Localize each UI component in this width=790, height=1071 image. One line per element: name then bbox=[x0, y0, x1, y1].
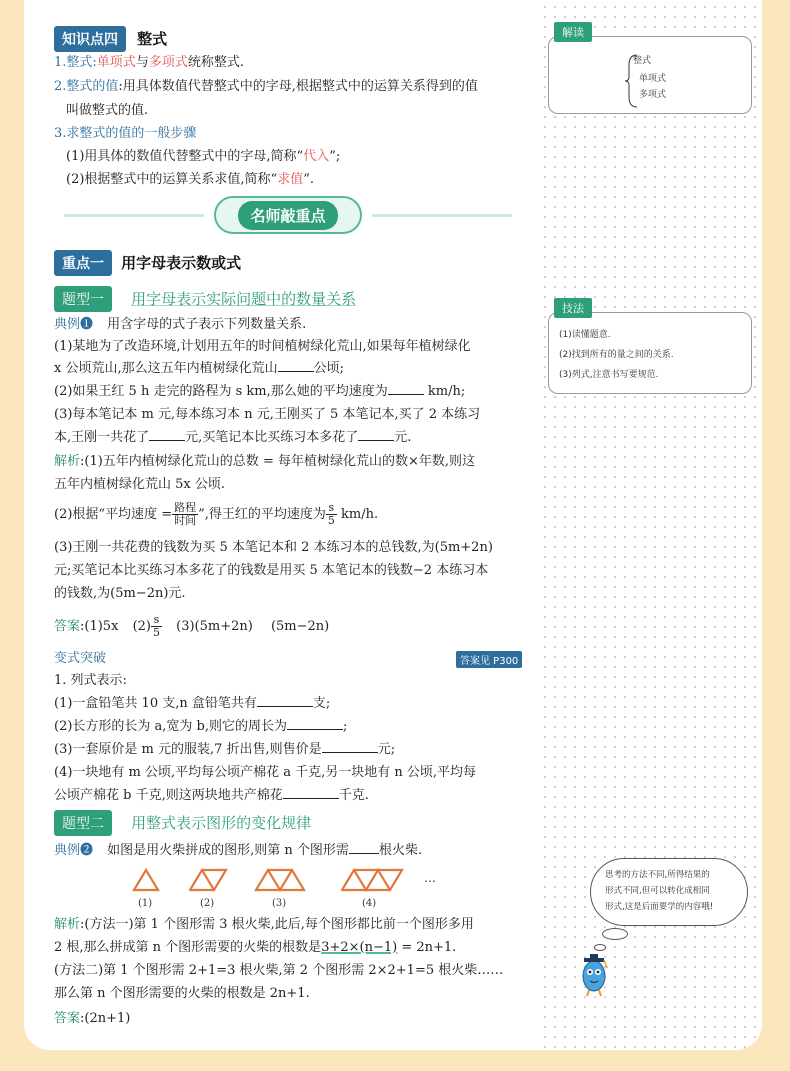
q-text: (2)长方形的长为 a,宽为 b,则它的周长为 bbox=[54, 719, 288, 734]
q-tail: 元; bbox=[377, 742, 396, 757]
q-text: (2)如果王红 5 h 走完的路程为 s km,那么她的平均速度为 bbox=[54, 384, 388, 399]
figure-label-4: (4) bbox=[362, 898, 377, 909]
example-tail: 根火柴. bbox=[378, 843, 423, 858]
frac-num: 路程 bbox=[174, 501, 197, 514]
solution-2b bbox=[54, 937, 456, 959]
solution-label: 解析 bbox=[54, 454, 81, 469]
figure-2 bbox=[190, 870, 226, 890]
example-text: 如图是用火柴拼成的图形,则第 n 个图形需 bbox=[107, 843, 349, 858]
q-tail: 千克. bbox=[338, 788, 369, 803]
formula-highlight: 3+2×(n−1) bbox=[321, 940, 398, 955]
side-notes bbox=[536, 0, 762, 1050]
answer-part: (5m−2n) bbox=[270, 619, 330, 634]
answer-1 bbox=[54, 612, 329, 642]
fraction-speed bbox=[172, 502, 198, 527]
mascot-icon bbox=[576, 948, 616, 998]
jifa-tag: 技法 bbox=[554, 298, 592, 318]
example-2 bbox=[54, 840, 422, 862]
type-tag: 题型一 bbox=[54, 286, 112, 312]
frac-den: 5 bbox=[152, 626, 160, 639]
conj: 与 bbox=[135, 55, 149, 70]
blank bbox=[388, 381, 424, 395]
variant-2 bbox=[54, 716, 347, 738]
solution-2 bbox=[54, 500, 378, 530]
solution-tail: = 2n+1. bbox=[401, 940, 457, 955]
example-text: 用含字母的式子表示下列数量关系. bbox=[107, 317, 307, 332]
def-line-2-cont: 叫做整式的值. bbox=[66, 103, 149, 118]
blank bbox=[283, 785, 339, 799]
solution-text: :(1)五年内植树绿化荒山的总数 = 每年植树绿化荒山的数×年数,则这 bbox=[80, 454, 475, 469]
thought-bubble bbox=[590, 858, 748, 926]
frac-num: s bbox=[326, 502, 337, 515]
variant-head: 1. 列式表示: bbox=[54, 673, 127, 688]
blank bbox=[287, 716, 343, 730]
blank bbox=[257, 693, 313, 707]
focus-header bbox=[54, 250, 241, 276]
term-polynomial: 多项式 bbox=[148, 55, 188, 70]
q-tail: 元. bbox=[394, 430, 412, 445]
figure-label-1: (1) bbox=[138, 898, 153, 909]
q-text: (3)一套原价是 m 元的服装,7 折出售,则售价是 bbox=[54, 742, 322, 757]
step-tail: ”. bbox=[303, 172, 314, 187]
variant-4b bbox=[54, 785, 369, 807]
solution-text: ”,得王红的平均速度为 bbox=[198, 507, 326, 522]
solution-label: 解析 bbox=[54, 917, 81, 932]
blank bbox=[322, 739, 378, 753]
section-tag: 知识点四 bbox=[54, 26, 126, 52]
def-line-2 bbox=[54, 76, 478, 98]
answer-label: 答案 bbox=[54, 1011, 81, 1026]
example-label: 典例❶ bbox=[54, 317, 94, 332]
step-keyword: 代入 bbox=[303, 149, 330, 164]
step-2 bbox=[66, 169, 314, 191]
matchstick-figures bbox=[124, 862, 484, 910]
jiedu-item: 多项式 bbox=[639, 90, 667, 100]
question-3b bbox=[54, 427, 411, 449]
fraction-answer bbox=[151, 614, 162, 639]
variant-4a: (4)一块地有 m 公顷,平均每公顷产棉花 a 千克,另一块地有 n 公顷,平均每 bbox=[54, 765, 477, 780]
step-text: (2)根据整式中的运算关系求值,简称“ bbox=[66, 172, 278, 187]
answer-ref-badge[interactable]: 答案见 P300 bbox=[456, 651, 522, 668]
step-tail: ”; bbox=[329, 149, 341, 164]
figure-3 bbox=[256, 870, 304, 890]
def-label: 1.整式: bbox=[54, 55, 97, 70]
def-line-1 bbox=[54, 52, 244, 74]
key-points-banner bbox=[214, 196, 362, 234]
step-1 bbox=[66, 146, 340, 168]
jiedu-item: 单项式 bbox=[639, 74, 667, 84]
question-2 bbox=[54, 381, 465, 403]
q-text: x 公顷荒山,那么这五年内植树绿化荒山 bbox=[54, 361, 278, 376]
jiedu-box bbox=[548, 36, 752, 114]
answer-part: :(1)5x bbox=[80, 619, 119, 634]
term-monomial: 单项式 bbox=[96, 55, 136, 70]
answer-label: 答案 bbox=[54, 619, 81, 634]
banner-line-left bbox=[64, 214, 204, 217]
q-tail: 公顷; bbox=[313, 361, 344, 376]
q-text: 元,买笔记本比买练习本多花了 bbox=[185, 430, 359, 445]
type-title: 用整式表示图形的变化规律 bbox=[131, 814, 312, 832]
banner-text: 名师敲重点 bbox=[238, 201, 337, 230]
def-label: 2.整式的值 bbox=[54, 79, 119, 94]
frac-den: 5 bbox=[327, 514, 335, 527]
step-keyword: 求值 bbox=[277, 172, 304, 187]
solution-2d: 那么第 n 个图形需要的火柴的根数是 2n+1. bbox=[54, 986, 310, 1001]
blank bbox=[278, 358, 314, 372]
solution-3b: 元;买笔记本比买练习本多花了的钱数是用买 5 本笔记本的钱数−2 本练习本 bbox=[54, 563, 489, 578]
answer-value: :(2n+1) bbox=[80, 1011, 131, 1026]
page bbox=[24, 0, 762, 1050]
example-label: 典例❷ bbox=[54, 843, 94, 858]
jifa-item: (2)找到所有的量之间的关系. bbox=[559, 350, 674, 360]
section-title: 整式 bbox=[137, 30, 168, 48]
blank bbox=[349, 840, 379, 854]
q-text: (1)一盒铅笔共 10 支,n 盒铅笔共有 bbox=[54, 696, 257, 711]
example-1-intro bbox=[54, 314, 306, 336]
answer-2 bbox=[54, 1008, 130, 1030]
thought-dot-large bbox=[602, 928, 628, 940]
solution-text: (2)根据“平均速度 = bbox=[54, 507, 173, 522]
thought-text: 思考的方法不同,所得结果的 bbox=[605, 870, 710, 880]
frac-den: 时间 bbox=[174, 514, 197, 527]
type-header-1 bbox=[54, 286, 356, 312]
blank bbox=[358, 427, 394, 441]
figure-label-3: (3) bbox=[272, 898, 287, 909]
frac-num: s bbox=[151, 614, 162, 627]
variant-title: 变式突破 bbox=[54, 651, 107, 666]
q-text: 本,王刚一共花了 bbox=[54, 430, 150, 445]
figures-ellipsis: … bbox=[424, 871, 436, 885]
def-tail: 统称整式. bbox=[187, 55, 244, 70]
jifa-item: (3)列式,注意书写要规范. bbox=[559, 370, 659, 380]
question-3a: (3)每本笔记本 m 元,每本练习本 n 元,王刚买了 5 本笔记本,买了 2 本练习 bbox=[54, 407, 481, 422]
thought-text: 形式,这是后面要学的内容哦! bbox=[605, 902, 714, 912]
solution-2a bbox=[54, 914, 474, 936]
figure-1 bbox=[134, 870, 158, 890]
question-1a: (1)某地为了改造环境,计划用五年的时间植树绿化荒山,如果每年植树绿化 bbox=[54, 339, 471, 354]
variant-1 bbox=[54, 693, 330, 715]
answer-part: (2) bbox=[132, 619, 151, 634]
jifa-box bbox=[548, 312, 752, 394]
solution-3a: (3)王刚一共花费的钱数为买 5 本笔记本和 2 本练习本的总钱数,为(5m+2n) bbox=[54, 540, 493, 555]
steps-heading: 3.求整式的值的一般步骤 bbox=[54, 126, 197, 141]
q-tail: 支; bbox=[312, 696, 331, 711]
focus-title: 用字母表示数或式 bbox=[121, 254, 242, 272]
solution-2c: (方法二)第 1 个图形需 2+1=3 根火柴,第 2 个图形需 2×2+1=5 根火柴…… bbox=[54, 963, 504, 978]
figure-4 bbox=[342, 870, 402, 890]
type-title: 用字母表示实际问题中的数量关系 bbox=[131, 290, 357, 308]
q-text: 公顷产棉花 b 千克,则这两块地共产棉花 bbox=[54, 788, 283, 803]
def-text: :用具体数值代替整式中的字母,根据整式中的运算关系得到的值 bbox=[118, 79, 478, 94]
solution-1b: 五年内植树绿化荒山 5x 公顷. bbox=[54, 477, 225, 492]
solution-3c: 的钱数,为(5m−2n)元. bbox=[54, 586, 186, 601]
q-tail: km/h; bbox=[427, 384, 466, 399]
figure-label-2: (2) bbox=[200, 898, 215, 909]
solution-1a bbox=[54, 451, 475, 473]
thought-text: 形式不同,但可以转化成相同 bbox=[605, 886, 710, 896]
banner-line-right bbox=[372, 214, 512, 217]
blank bbox=[149, 427, 185, 441]
solution-tail: km/h. bbox=[341, 507, 379, 522]
answer-part: (3)(5m+2n) bbox=[176, 619, 253, 634]
question-1b bbox=[54, 358, 344, 380]
fraction-s5 bbox=[326, 502, 337, 527]
focus-tag: 重点一 bbox=[54, 250, 112, 276]
jiedu-root: 整式 bbox=[633, 56, 652, 66]
jifa-item: (1)读懂题意. bbox=[559, 330, 611, 340]
jiedu-tag: 解读 bbox=[554, 22, 592, 42]
variant-3 bbox=[54, 739, 395, 761]
solution-text: :(方法一)第 1 个图形需 3 根火柴,此后,每个图形都比前一个图形多用 bbox=[80, 917, 474, 932]
step-text: (1)用具体的数值代替整式中的字母,简称“ bbox=[66, 149, 304, 164]
type-header-2 bbox=[54, 810, 311, 836]
type-tag: 题型二 bbox=[54, 810, 112, 836]
solution-text: 2 根,那么拼成第 n 个图形需要的火柴的根数是 bbox=[54, 940, 322, 955]
q-tail: ; bbox=[343, 719, 348, 734]
section-header bbox=[54, 26, 167, 52]
